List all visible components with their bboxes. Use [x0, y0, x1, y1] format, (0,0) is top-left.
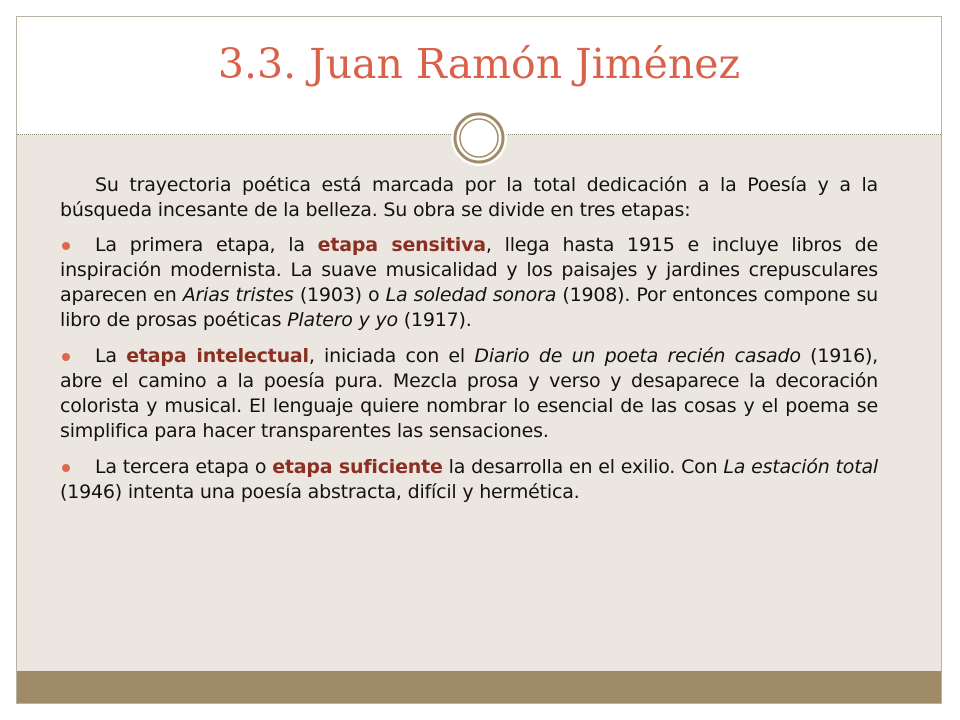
- slide-title: 3.3. Juan Ramón Jiménez: [217, 40, 741, 88]
- highlight-term: etapa sensitiva: [317, 234, 486, 256]
- book-title: Arias tristes: [182, 284, 294, 306]
- bullet-icon: [62, 353, 70, 361]
- book-title: Diario de un poeta recién casado: [474, 345, 801, 367]
- bullet-icon: [62, 242, 70, 250]
- text-segment: La: [95, 345, 127, 367]
- slide-body: [60, 173, 878, 516]
- text-segment: La primera etapa, la: [95, 234, 318, 256]
- text-segment: (1917).: [397, 309, 472, 331]
- circle-ornament-icon: [449, 108, 509, 168]
- text-segment: (1908). Por entonces compone su libro de prosas poéticas: [60, 284, 878, 331]
- bullet-item-sensitiva: [60, 233, 878, 333]
- highlight-term: etapa intelectual: [126, 345, 309, 367]
- text-segment: (1903) o: [293, 284, 386, 306]
- bullet-item-intelectual: [60, 344, 878, 444]
- bullet-icon: [62, 464, 70, 472]
- text-segment: La tercera etapa o: [95, 456, 273, 478]
- text-segment: , llega hasta 1915 e incluye libros de inspiración modernista. La suave musicalidad y los paisajes y jardines crepusculares aparecen en: [60, 234, 878, 306]
- book-title: La soledad sonora: [385, 284, 557, 306]
- text-segment: (1946) intenta una poesía abstracta, difícil y hermética.: [60, 481, 580, 503]
- bullet-item-suficiente: [60, 455, 878, 505]
- book-title: La estación total: [723, 456, 878, 478]
- text-segment: la desarrolla en el exilio. Con: [442, 456, 724, 478]
- text-segment: , iniciada con el: [308, 345, 475, 367]
- text-segment: (1916), abre el camino a la poesía pura. Mezcla prosa y verso y desaparece la decoración colorista y musical. El lenguaje quiere nombrar lo esencial de las cosas y el poema se simplifica para hacer transparentes las sensaciones.: [60, 345, 879, 442]
- bottom-bar: [17, 671, 941, 703]
- intro-paragraph: Su trayectoria poética está marcada por la total dedicación a la Poesía y a la búsqueda incesante de la belleza. Su obra se divide en tres etapas:: [60, 174, 878, 221]
- highlight-term: etapa suficiente: [272, 456, 443, 478]
- book-title: Platero y yo: [287, 309, 398, 331]
